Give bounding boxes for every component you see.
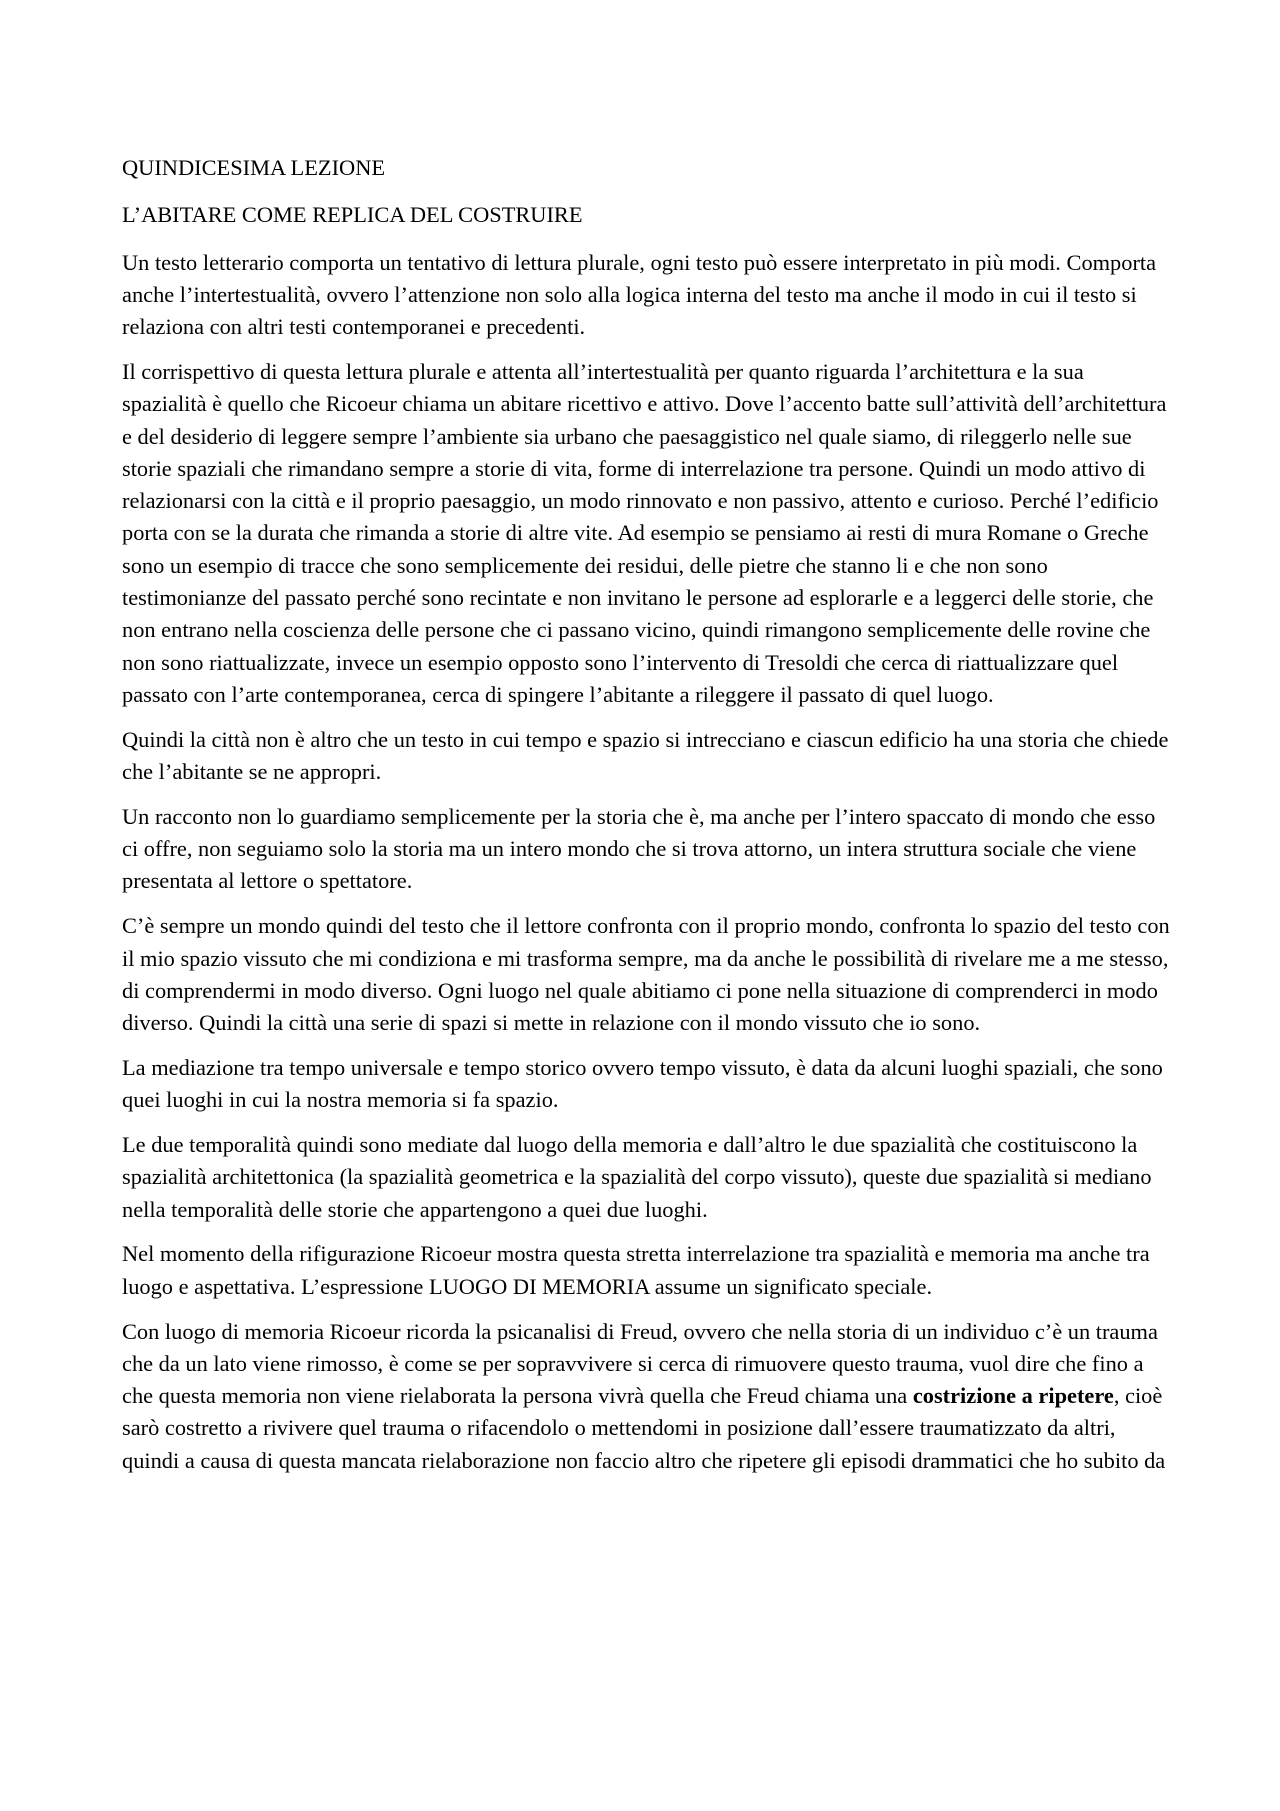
paragraph: C’è sempre un mondo quindi del testo che il lettore confronta con il proprio mondo, confronta lo spazio del testo con il mio spazio vissuto che mi condiziona e mi trasforma sempre, ma da anche le possibilità di rivelare me a me stesso, di comprendermi in modo diverso. Ogni luogo nel quale abitiamo ci pone nella situazione di comprenderci in modo diverso. Quindi la città una serie di spazi si mette in relazione con il mondo vissuto che io sono. — [122, 913, 1170, 1036]
paragraph: Le due temporalità quindi sono mediate dal luogo della memoria e dall’altro le due spazialità che costituiscono la spazialità architettonica (la spazialità geometrica e la spazialità del corpo vissuto), queste due spazialità si mediano nella temporalità delle storie che appartengono a quei due luoghi. — [122, 1132, 1152, 1222]
paragraph-text: , cioè sarò costretto a rivivere quel trauma o rifacendolo o mettendomi in posizione dall’essere traumatizzato da altri, quindi a causa di questa mancata rielaborazione non faccio altro che ripetere gli episodi drammatici che ho subito da — [122, 1383, 1166, 1473]
paragraph: La mediazione tra tempo universale e tempo storico ovvero tempo vissuto, è data da alcuni luoghi spaziali, che sono quei luoghi in cui la nostra memoria si fa spazio. — [122, 1054, 1163, 1113]
paragraph-text: Con luogo di memoria Ricoeur ricorda la psicanalisi di Freud, ovvero che nella storia di un individuo c’è un trauma che da un lato viene rimosso, è come se per sopravvivere si cerca di rimuovere questo trauma, vuol dire che fino a che questa memoria non viene rielaborata la persona vivrà quella che Freud chiama una — [122, 1318, 1158, 1409]
paragraph: Il corrispettivo di questa lettura plurale e attenta all’intertestualità per quanto riguarda l’architettura e la sua spazialità è quello che Ricoeur chiama un abitare ricettivo e attivo. Dove l’accento batte sull’attività dell’architettura e del desiderio di leggere sempre l’ambiente sia urbano che paesaggistico nel quale siamo, di rileggerlo nelle sue storie spaziali che rimandano sempre a storie di vita, forme di interrelazione tra persone. Quindi un modo attivo di relazionarsi con la città e il proprio paesaggio, un modo rinnovato e non passivo, attento e curioso. Perché l’edificio porta con se la durata che rimanda a storie di altre vite. Ad esempio se pensiamo ai resti di mura Romane o Greche sono un esempio di tracce che sono semplicemente dei residui, delle pietre che stanno li e che non sono testimonianze del passato perché sono recintate e non invitano le persone ad esplorarle e a leggerci delle storie, che non entrano nella coscienza delle persone che ci passano vicino, quindi rimangono semplicemente delle rovine che non sono riattualizzate, invece un esempio opposto sono l’intervento di Tresoldi che cerca di riattualizzare quel passato con l’arte contemporanea, cerca di spingere l’abitante a rileggere il passato di quel luogo. — [122, 358, 1167, 707]
bold-term: costrizione a ripetere — [912, 1383, 1114, 1409]
paragraph-last — [122, 1316, 1172, 1477]
paragraph: Un testo letterario comporta un tentativo di lettura plurale, ogni testo può essere interpretato in più modi. Comporta anche l’intertestualità, ovvero l’attenzione non solo alla logica interna del testo ma anche il modo in cui il testo si relaziona con altri testi contemporanei e precedenti. — [122, 249, 1157, 340]
lesson-title: QUINDICESIMA LEZIONE — [122, 155, 386, 180]
section-title: L’ABITARE COME REPLICA DEL COSTRUIRE — [122, 202, 583, 228]
document-body — [122, 152, 1172, 1489]
paragraph: Nel momento della rifigurazione Ricoeur mostra questa stretta interrelazione tra spazialità e memoria ma anche tra luogo e aspettativa. L’espressione LUOGO DI MEMORIA assume un significato speciale. — [122, 1241, 1150, 1299]
paragraph: Un racconto non lo guardiamo semplicemente per la storia che è, ma anche per l’intero spaccato di mondo che esso ci offre, non seguiamo solo la storia ma un intero mondo che si trova attorno, un intera struttura sociale che viene presentata al lettore o spettatore. — [122, 803, 1156, 894]
paragraph: Quindi la città non è altro che un testo in cui tempo e spazio si intrecciano e ciascun edificio ha una storia che chiede che l’abitante se ne appropri. — [122, 726, 1169, 785]
